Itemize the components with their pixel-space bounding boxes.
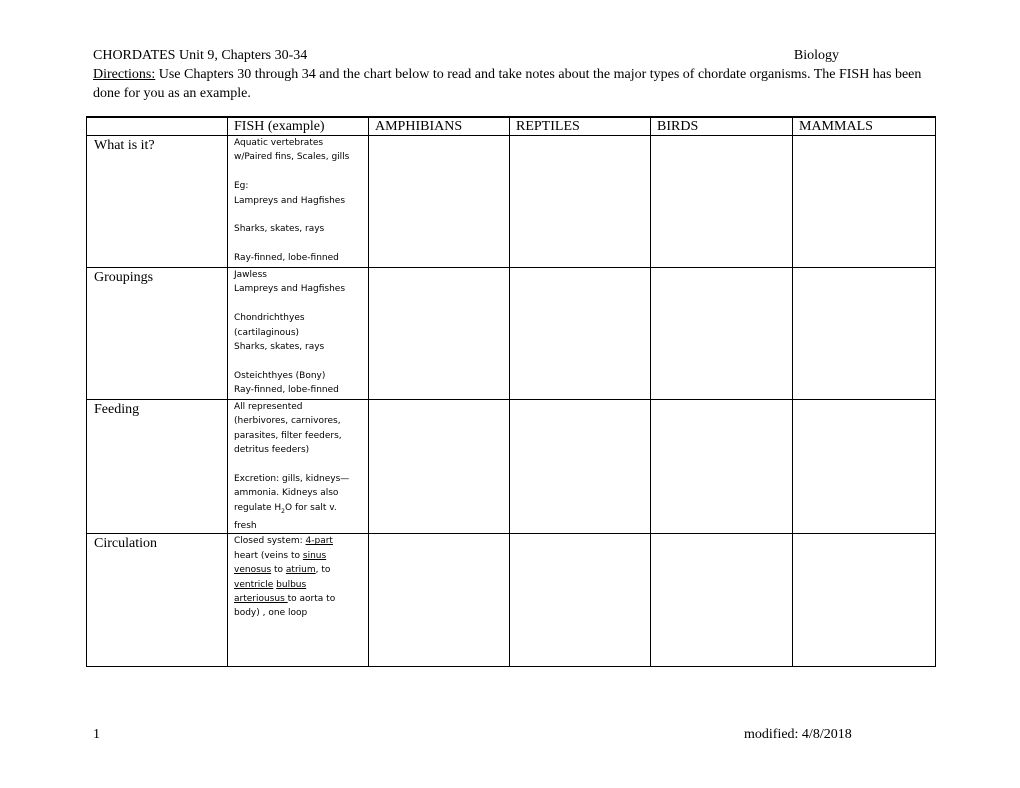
document-header: [93, 48, 839, 66]
chordates-notes-table: [86, 116, 936, 667]
birds-cell-circulation[interactable]: [651, 534, 793, 667]
fish-note-line: parasites, filter feeders,: [234, 430, 342, 441]
fish-note-line: Sharks, skates, rays: [234, 342, 325, 353]
header-cell-amphibians: AMPHIBIANS: [369, 117, 510, 136]
reptiles-cell-circulation[interactable]: [510, 534, 651, 667]
header-cell-reptiles: REPTILES: [510, 117, 651, 136]
header-cell-mammals: MAMMALS: [793, 117, 936, 136]
fish-note-line: Chondrichthyes: [234, 313, 305, 324]
fish-note-line: Ray-finned, lobe-finned: [234, 253, 339, 264]
row-label-feeding: Feeding: [87, 400, 228, 534]
directions-text: Use Chapters 30 through 34 and the chart below to read and take notes about the major types of chordate organisms. The FISH has been done for you as an example.: [93, 67, 922, 101]
header-cell-blank: [87, 117, 228, 136]
fish-note-line: Excretion: gills, kidneys—: [234, 474, 350, 485]
fish-note-line: w/Paired fins, Scales, gills: [234, 152, 350, 163]
mammals-cell-what-is-it[interactable]: [793, 136, 936, 268]
fish-note-line: Ray-finned, lobe-finned: [234, 385, 339, 396]
birds-cell-feeding[interactable]: [651, 400, 793, 534]
directions-label: Directions:: [93, 67, 156, 82]
fish-note-line: body) , one loop: [234, 608, 308, 619]
birds-cell-groupings[interactable]: [651, 268, 793, 400]
fish-note-line: ammonia. Kidneys also: [234, 488, 339, 499]
fish-note-line: ventricle bulbus: [234, 579, 307, 590]
fish-note-line: Jawless: [234, 270, 267, 280]
fish-cell-groupings: [228, 268, 369, 400]
fish-note-line: heart (veins to sinus: [234, 550, 327, 561]
fish-note-line: Lampreys and Hagfishes: [234, 195, 346, 206]
fish-note-line: Aquatic vertebrates: [234, 138, 324, 148]
fish-note-line: Closed system: 4-part: [234, 536, 333, 547]
fish-note-line: (cartilaginous): [234, 327, 300, 338]
fish-note-line: arteriousus to aorta to: [234, 594, 336, 605]
fish-cell-feeding: [228, 400, 369, 534]
directions-paragraph: [93, 66, 933, 103]
row-label-groupings: Groupings: [87, 268, 228, 400]
mammals-cell-feeding[interactable]: [793, 400, 936, 534]
row-label-what-is-it: What is it?: [87, 136, 228, 268]
modified-date: modified: 4/8/2018: [744, 727, 852, 742]
fish-cell-what-is-it: [228, 136, 369, 268]
fish-note-line: regulate $H_2O$ for salt v.: [234, 502, 337, 515]
reptiles-cell-feeding[interactable]: [510, 400, 651, 534]
mammals-cell-circulation[interactable]: [793, 534, 936, 667]
amphibians-cell-groupings[interactable]: [369, 268, 510, 400]
fish-note-line: fresh: [234, 521, 257, 532]
table-row-circulation: [87, 534, 936, 667]
page-number: 1: [93, 727, 100, 742]
amphibians-cell-circulation[interactable]: [369, 534, 510, 667]
document-title: CHORDATES Unit 9, Chapters 30-34: [93, 48, 308, 63]
course-name: Biology: [793, 48, 839, 63]
fish-note-line: Eg:: [234, 181, 249, 192]
table-row-groupings: [87, 268, 936, 400]
fish-note-line: Osteichthyes (Bony): [234, 370, 326, 381]
reptiles-cell-groupings[interactable]: [510, 268, 651, 400]
header-cell-fish: FISH (example): [228, 117, 369, 136]
fish-note-line: All represented: [234, 402, 303, 412]
fish-note-line: (herbivores, carnivores,: [234, 416, 341, 427]
fish-cell-circulation: [228, 534, 369, 667]
reptiles-cell-what-is-it[interactable]: [510, 136, 651, 268]
fish-note-line: detritus feeders): [234, 445, 310, 456]
table-row-what-is-it: [87, 136, 936, 268]
mammals-cell-groupings[interactable]: [793, 268, 936, 400]
fish-note-line: Lampreys and Hagfishes: [234, 284, 346, 295]
row-label-circulation: Circulation: [87, 534, 228, 667]
fish-note-line: venosus to atrium, to: [234, 565, 331, 576]
header-cell-birds: BIRDS: [651, 117, 793, 136]
amphibians-cell-what-is-it[interactable]: [369, 136, 510, 268]
table-header-row: [87, 117, 936, 136]
amphibians-cell-feeding[interactable]: [369, 400, 510, 534]
birds-cell-what-is-it[interactable]: [651, 136, 793, 268]
fish-note-line: Sharks, skates, rays: [234, 224, 325, 235]
table-row-feeding: [87, 400, 936, 534]
